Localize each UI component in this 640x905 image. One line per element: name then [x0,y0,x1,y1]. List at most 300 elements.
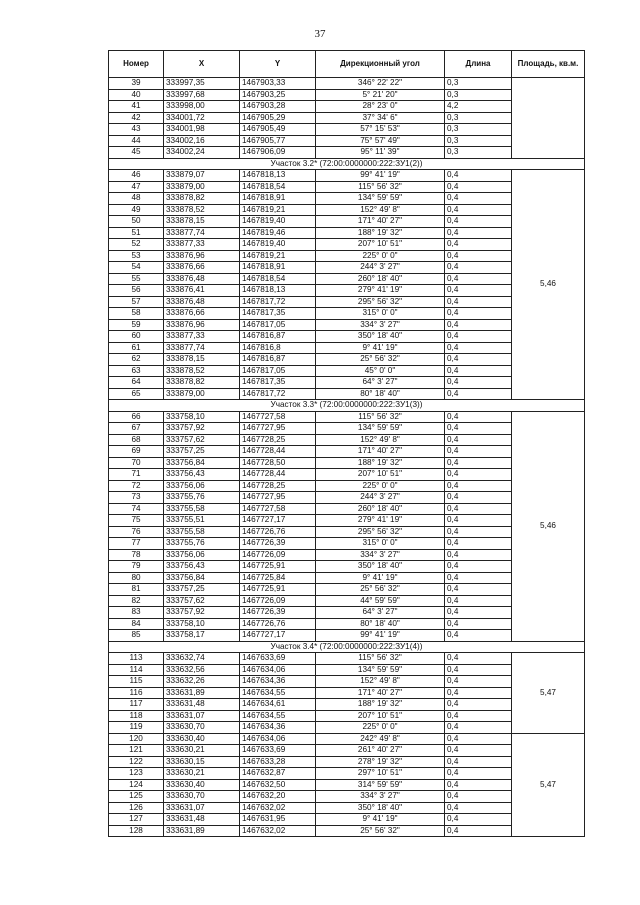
direction-angle: 278° 19' 32" [316,756,445,768]
segment-length: 0,4 [445,434,512,446]
segment-length: 0,4 [445,469,512,481]
direction-angle: 25° 56' 32" [316,354,445,366]
coord-x: 333877,33 [164,239,240,251]
point-number: 56 [109,285,164,297]
direction-angle: 9° 41' 19" [316,572,445,584]
segment-length: 0,4 [445,584,512,596]
coord-y: 1467817,35 [240,377,316,389]
coord-x: 333877,74 [164,342,240,354]
section-title-row [109,641,585,653]
coord-y: 1467816,8 [240,342,316,354]
coord-x: 333630,40 [164,733,240,745]
segment-length: 0,3 [445,124,512,136]
point-number: 58 [109,308,164,320]
point-number: 124 [109,779,164,791]
point-number: 60 [109,331,164,343]
coord-y: 1467634,36 [240,722,316,734]
coord-y: 1467726,09 [240,595,316,607]
coord-x: 333756,84 [164,457,240,469]
direction-angle: 64° 3' 27" [316,377,445,389]
header-x: X [164,51,240,78]
point-number: 72 [109,480,164,492]
direction-angle: 134° 59' 59" [316,664,445,676]
segment-length: 4,2 [445,101,512,113]
segment-length: 0,4 [445,239,512,251]
point-number: 65 [109,388,164,400]
direction-angle: 44° 59' 59" [316,595,445,607]
point-number: 128 [109,825,164,837]
coord-y: 1467817,72 [240,296,316,308]
segment-length: 0,4 [445,595,512,607]
section-title: Участок 3.4* (72:00:0000000:222:ЗУ1(4)) [109,641,585,653]
point-number: 54 [109,262,164,274]
coord-y: 1467818,13 [240,170,316,182]
coord-x: 333758,10 [164,411,240,423]
segment-length: 0,4 [445,699,512,711]
direction-angle: 95° 11' 39" [316,147,445,159]
segment-length: 0,4 [445,480,512,492]
section-title-row [109,158,585,170]
point-number: 52 [109,239,164,251]
coord-y: 1467632,50 [240,779,316,791]
coord-x: 333879,00 [164,181,240,193]
coord-y: 1467903,28 [240,101,316,113]
direction-angle: 334° 3' 27" [316,319,445,331]
coord-y: 1467632,20 [240,791,316,803]
coord-x: 333876,66 [164,308,240,320]
segment-length: 0,4 [445,676,512,688]
segment-length: 0,4 [445,503,512,515]
direction-angle: 244° 3' 27" [316,492,445,504]
point-number: 115 [109,676,164,688]
coord-x: 333756,06 [164,549,240,561]
coord-y: 1467727,17 [240,630,316,642]
segment-length: 0,4 [445,549,512,561]
coord-x: 333876,48 [164,296,240,308]
direction-angle: 260° 18' 40" [316,503,445,515]
coord-x: 333876,96 [164,319,240,331]
segment-length: 0,4 [445,193,512,205]
segment-length: 0,4 [445,756,512,768]
direction-angle: 25° 56' 32" [316,825,445,837]
direction-angle: 295° 56' 32" [316,526,445,538]
coord-x: 333631,48 [164,699,240,711]
point-number: 118 [109,710,164,722]
coord-x: 334001,98 [164,124,240,136]
direction-angle: 279° 41' 19" [316,515,445,527]
point-number: 76 [109,526,164,538]
coord-x: 333876,96 [164,250,240,262]
point-number: 40 [109,89,164,101]
coord-x: 333876,41 [164,285,240,297]
coord-x: 333878,15 [164,354,240,366]
coord-x: 333632,56 [164,664,240,676]
coord-x: 333755,58 [164,503,240,515]
coord-y: 1467819,21 [240,204,316,216]
coord-x: 334002,16 [164,135,240,147]
coord-y: 1467905,49 [240,124,316,136]
coord-x: 333878,52 [164,204,240,216]
point-number: 85 [109,630,164,642]
point-number: 71 [109,469,164,481]
coord-x: 333632,26 [164,676,240,688]
direction-angle: 57° 15' 53" [316,124,445,136]
section-title: Участок 3.2* (72:00:0000000:222:ЗУ1(2)) [109,158,585,170]
direction-angle: 244° 3' 27" [316,262,445,274]
area-cell: 5,47 [512,733,585,837]
segment-length: 0,4 [445,411,512,423]
segment-length: 0,4 [445,388,512,400]
point-number: 119 [109,722,164,734]
segment-length: 0,4 [445,273,512,285]
direction-angle: 350° 18' 40" [316,331,445,343]
direction-angle: 315° 0' 0" [316,308,445,320]
direction-angle: 207° 10' 51" [316,239,445,251]
coord-y: 1467634,06 [240,733,316,745]
point-number: 77 [109,538,164,550]
coord-x: 333630,40 [164,779,240,791]
direction-angle: 115° 56' 32" [316,181,445,193]
segment-length: 0,4 [445,365,512,377]
segment-length: 0,4 [445,630,512,642]
coord-y: 1467817,72 [240,388,316,400]
direction-angle: 346° 22' 22" [316,78,445,90]
coord-y: 1467728,44 [240,446,316,458]
segment-length: 0,4 [445,791,512,803]
segment-length: 0,4 [445,319,512,331]
point-number: 68 [109,434,164,446]
segment-length: 0,4 [445,204,512,216]
coord-y: 1467633,28 [240,756,316,768]
area-cell: 5,46 [512,411,585,641]
point-number: 80 [109,572,164,584]
point-number: 116 [109,687,164,699]
direction-angle: 152° 49' 8" [316,204,445,216]
direction-angle: 188° 19' 32" [316,227,445,239]
segment-length: 0,4 [445,561,512,573]
segment-length: 0,4 [445,216,512,228]
direction-angle: 5° 21' 20" [316,89,445,101]
coord-y: 1467634,55 [240,710,316,722]
coord-y: 1467819,46 [240,227,316,239]
segment-length: 0,4 [445,664,512,676]
coord-y: 1467817,05 [240,365,316,377]
coord-y: 1467728,25 [240,480,316,492]
header-length: Длина [445,51,512,78]
coord-x: 333756,06 [164,480,240,492]
coord-y: 1467632,02 [240,802,316,814]
point-number: 67 [109,423,164,435]
point-number: 69 [109,446,164,458]
direction-angle: 45° 0' 0" [316,365,445,377]
coord-x: 333630,70 [164,791,240,803]
point-number: 79 [109,561,164,573]
coord-x: 333997,68 [164,89,240,101]
coord-x: 333630,15 [164,756,240,768]
coord-x: 333879,07 [164,170,240,182]
point-number: 70 [109,457,164,469]
segment-length: 0,4 [445,607,512,619]
direction-angle: 188° 19' 32" [316,699,445,711]
coord-x: 333631,07 [164,710,240,722]
segment-length: 0,4 [445,250,512,262]
point-number: 113 [109,653,164,665]
coord-y: 1467728,44 [240,469,316,481]
point-number: 126 [109,802,164,814]
point-number: 66 [109,411,164,423]
direction-angle: 80° 18' 40" [316,618,445,630]
direction-angle: 350° 18' 40" [316,802,445,814]
section-title-row [109,400,585,412]
coord-x: 333877,74 [164,227,240,239]
direction-angle: 171° 40' 27" [316,687,445,699]
segment-length: 0,4 [445,733,512,745]
direction-angle: 152° 49' 8" [316,676,445,688]
coord-y: 1467726,09 [240,549,316,561]
direction-angle: 28° 23' 0" [316,101,445,113]
segment-length: 0,3 [445,147,512,159]
table-header-row [109,51,585,78]
coord-x: 333757,92 [164,607,240,619]
coord-x: 333631,07 [164,802,240,814]
coord-y: 1467817,05 [240,319,316,331]
coord-x: 333630,70 [164,722,240,734]
coord-y: 1467903,25 [240,89,316,101]
direction-angle: 279° 41' 19" [316,285,445,297]
point-number: 47 [109,181,164,193]
point-number: 74 [109,503,164,515]
segment-length: 0,4 [445,538,512,550]
point-number: 82 [109,595,164,607]
coord-y: 1467817,35 [240,308,316,320]
coord-y: 1467905,77 [240,135,316,147]
direction-angle: 115° 56' 32" [316,411,445,423]
direction-angle: 242° 49' 8" [316,733,445,745]
coord-y: 1467726,39 [240,607,316,619]
point-number: 62 [109,354,164,366]
point-number: 57 [109,296,164,308]
direction-angle: 9° 41' 19" [316,342,445,354]
coord-x: 333876,48 [164,273,240,285]
coord-x: 333758,10 [164,618,240,630]
segment-length: 0,4 [445,722,512,734]
direction-angle: 75° 57' 49" [316,135,445,147]
point-number: 83 [109,607,164,619]
coord-y: 1467816,87 [240,354,316,366]
coord-y: 1467728,50 [240,457,316,469]
coord-y: 1467906,09 [240,147,316,159]
segment-length: 0,4 [445,423,512,435]
direction-angle: 295° 56' 32" [316,296,445,308]
direction-angle: 315° 0' 0" [316,538,445,550]
direction-angle: 171° 40' 27" [316,446,445,458]
coord-y: 1467727,95 [240,423,316,435]
point-number: 117 [109,699,164,711]
direction-angle: 188° 19' 32" [316,457,445,469]
segment-length: 0,4 [445,745,512,757]
coord-x: 333632,74 [164,653,240,665]
segment-length: 0,4 [445,227,512,239]
direction-angle: 99° 41' 19" [316,630,445,642]
coord-x: 333757,25 [164,584,240,596]
coord-y: 1467726,39 [240,538,316,550]
table-row [109,733,585,745]
coord-x: 333757,62 [164,595,240,607]
segment-length: 0,4 [445,308,512,320]
point-number: 122 [109,756,164,768]
coord-y: 1467818,91 [240,262,316,274]
coord-x: 333758,17 [164,630,240,642]
segment-length: 0,4 [445,457,512,469]
direction-angle: 225° 0' 0" [316,722,445,734]
point-number: 49 [109,204,164,216]
point-number: 42 [109,112,164,124]
coord-y: 1467819,40 [240,216,316,228]
table-body [109,78,585,837]
point-number: 41 [109,101,164,113]
coord-x: 333997,35 [164,78,240,90]
coord-x: 333755,58 [164,526,240,538]
coord-y: 1467727,17 [240,515,316,527]
point-number: 45 [109,147,164,159]
area-cell: 5,46 [512,170,585,400]
point-number: 78 [109,549,164,561]
segment-length: 0,4 [445,710,512,722]
table-row [109,653,585,665]
direction-angle: 225° 0' 0" [316,250,445,262]
point-number: 73 [109,492,164,504]
coord-y: 1467726,76 [240,526,316,538]
point-number: 114 [109,664,164,676]
area-cell: 5,47 [512,653,585,734]
segment-length: 0,4 [445,768,512,780]
area-cell [512,78,585,159]
point-number: 120 [109,733,164,745]
point-number: 75 [109,515,164,527]
segment-length: 0,4 [445,825,512,837]
table-row [109,78,585,90]
coord-x: 333998,00 [164,101,240,113]
segment-length: 0,4 [445,802,512,814]
coord-x: 333755,51 [164,515,240,527]
point-number: 61 [109,342,164,354]
coord-y: 1467632,02 [240,825,316,837]
segment-length: 0,4 [445,653,512,665]
segment-length: 0,4 [445,446,512,458]
segment-length: 0,4 [445,572,512,584]
segment-length: 0,4 [445,515,512,527]
segment-length: 0,4 [445,342,512,354]
table-row [109,411,585,423]
point-number: 43 [109,124,164,136]
point-number: 125 [109,791,164,803]
direction-angle: 334° 3' 27" [316,791,445,803]
direction-angle: 99° 41' 19" [316,170,445,182]
point-number: 51 [109,227,164,239]
segment-length: 0,4 [445,687,512,699]
coord-y: 1467725,84 [240,572,316,584]
direction-angle: 80° 18' 40" [316,388,445,400]
coord-y: 1467634,55 [240,687,316,699]
coord-y: 1467633,69 [240,653,316,665]
coord-y: 1467725,91 [240,584,316,596]
coord-x: 333757,92 [164,423,240,435]
direction-angle: 25° 56' 32" [316,584,445,596]
coord-y: 1467818,54 [240,273,316,285]
segment-length: 0,4 [445,262,512,274]
direction-angle: 134° 59' 59" [316,193,445,205]
point-number: 64 [109,377,164,389]
segment-length: 0,3 [445,112,512,124]
coord-y: 1467818,54 [240,181,316,193]
page-number: 37 [314,28,326,40]
coord-x: 333755,76 [164,492,240,504]
coord-x: 333756,43 [164,561,240,573]
direction-angle: 9° 41' 19" [316,814,445,826]
coord-y: 1467634,06 [240,664,316,676]
header-area: Площадь, кв.м. [512,51,585,78]
coord-x: 333755,76 [164,538,240,550]
coord-x: 333630,21 [164,768,240,780]
coord-y: 1467818,91 [240,193,316,205]
coord-x: 333631,48 [164,814,240,826]
coord-y: 1467725,91 [240,561,316,573]
segment-length: 0,4 [445,814,512,826]
direction-angle: 64° 3' 27" [316,607,445,619]
coord-y: 1467819,21 [240,250,316,262]
point-number: 123 [109,768,164,780]
segment-length: 0,3 [445,89,512,101]
coord-y: 1467728,25 [240,434,316,446]
segment-length: 0,4 [445,296,512,308]
coord-x: 333878,52 [164,365,240,377]
segment-length: 0,3 [445,135,512,147]
segment-length: 0,3 [445,78,512,90]
coord-y: 1467727,58 [240,503,316,515]
coord-y: 1467632,87 [240,768,316,780]
coord-y: 1467631,95 [240,814,316,826]
point-number: 39 [109,78,164,90]
segment-length: 0,4 [445,618,512,630]
coord-x: 333631,89 [164,687,240,699]
direction-angle: 115° 56' 32" [316,653,445,665]
direction-angle: 314° 59' 59" [316,779,445,791]
direction-angle: 350° 18' 40" [316,561,445,573]
header-direction-angle: Дирекционный угол [316,51,445,78]
coord-x: 333878,15 [164,216,240,228]
direction-angle: 152° 49' 8" [316,434,445,446]
coord-y: 1467903,33 [240,78,316,90]
point-number: 81 [109,584,164,596]
point-number: 59 [109,319,164,331]
coord-x: 333756,84 [164,572,240,584]
point-number: 84 [109,618,164,630]
segment-length: 0,4 [445,377,512,389]
segment-length: 0,4 [445,526,512,538]
coord-x: 333877,33 [164,331,240,343]
direction-angle: 334° 3' 27" [316,549,445,561]
coord-y: 1467727,58 [240,411,316,423]
coordinates-table [108,50,585,837]
header-y: Y [240,51,316,78]
direction-angle: 261° 40' 27" [316,745,445,757]
segment-length: 0,4 [445,492,512,504]
coord-x: 334002,24 [164,147,240,159]
coord-x: 333757,25 [164,446,240,458]
point-number: 55 [109,273,164,285]
coord-y: 1467634,61 [240,699,316,711]
direction-angle: 260° 18' 40" [316,273,445,285]
